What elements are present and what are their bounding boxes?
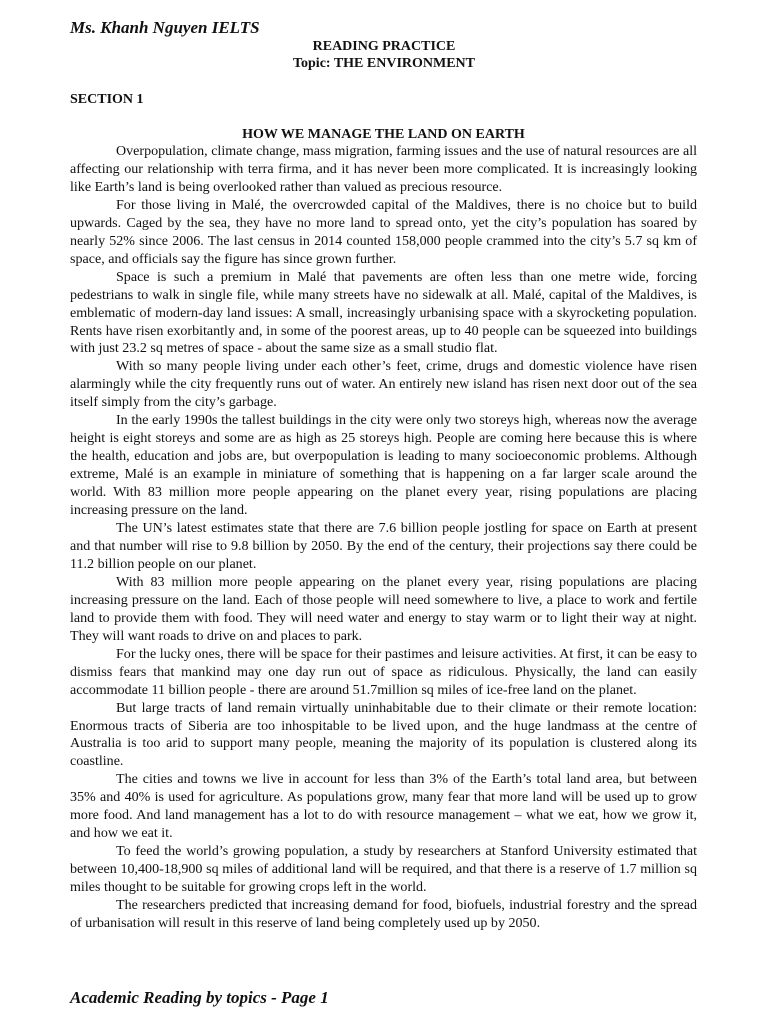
article-body (70, 126, 697, 933)
paragraph-6: The UN’s latest estimates state that there are 7.6 billion people jostling for space on Earth at present and that number will rise to 9.8 billion by 2050. By the end of the century, their projections say there could be 11.2 billion people on our planet. (70, 520, 697, 572)
page-header-author: Ms. Khanh Nguyen IELTS (70, 18, 260, 37)
paragraph-3: Space is such a premium in Malé that pavements are often less than one metre wide, forcing pedestrians to walk in single file, while many streets have no sidewalk at all. Malé, capital of the Maldives, is emblematic of modern-day land issues: A small, increasingly urbanising space with a skyrocketing population. Rents have risen exorbitantly and, in some of the poorest areas, up to 40 people can be squeezed into buildings with just 23.2 sq metres of space - about the same size as a small studio flat. (70, 268, 697, 357)
document-title (0, 38, 768, 72)
paragraph-4: With so many people living under each other’s feet, crime, drugs and domestic violence have risen alarmingly while the city frequently runs out of water. An entirely new island has risen next door out of the sea itself simply from the city’s garbage. (70, 358, 697, 411)
paragraph-5: In the early 1990s the tallest buildings in the city were only two storeys high, whereas now the average height is eight storeys and some are as high as 25 storeys high. People are coming here because this is where the health, education and jobs are, but overpopulation is leading to many socioeconomic problems. Although extreme, Malé is an example in miniature of something that is happening on a far larger scale around the world. With 83 million more people appearing on the planet every year, rising populations are placing increasing pressure on the land. (70, 412, 697, 519)
article-heading: HOW WE MANAGE THE LAND ON EARTH (242, 127, 525, 142)
title-reading-practice: READING PRACTICE (312, 39, 456, 54)
title-topic: Topic: THE ENVIRONMENT (292, 56, 476, 71)
paragraph-10: The cities and towns we live in account for less than 3% of the Earth’s total land area, but between 35% and 40% is used for agriculture. As populations grow, many fear that more land will be used up to grow more food. And land management has a lot to do with resource management – what we eat, how we grow it, and how we eat it. (70, 771, 697, 842)
paragraph-12: The researchers predicted that increasing demand for food, biofuels, industrial forestry and the spread of urbanisation will result in this reserve of land being completely used up by 2050. (70, 897, 697, 931)
paragraph-7: With 83 million more people appearing on the planet every year, rising populations are placing increasing pressure on the land. Each of those people will need somewhere to live, a place to work and fertile land to provide them with food. They will need water and energy to stay warm or to light their way at night. They will want roads to drive on and places to park. (70, 573, 697, 644)
paragraph-1: Overpopulation, climate change, mass migration, farming issues and the use of natural resources are all affecting our relationship with terra firma, and it has never been more complicated. It is increasingly looking like Earth’s land is being overlooked rather than valued as precious resource. (70, 143, 697, 195)
section-label: SECTION 1 (70, 92, 144, 107)
page-footer: Academic Reading by topics - Page 1 (70, 988, 329, 1007)
paragraph-8: For the lucky ones, there will be space for their pastimes and leisure activities. At first, it can be easy to dismiss fears that mankind may one day run out of space as ridiculous. Physically, the land can easily accommodate 11 billion people - there are around 51.7million sq miles of ice-free land on the planet. (70, 645, 697, 698)
paragraph-11: To feed the world’s growing population, a study by researchers at Stanford University estimated that between 10,400-18,900 sq miles of additional land will be required, and that there is a reserve of 1.7 million sq miles thought to be suitable for growing crops left in the world. (70, 843, 697, 896)
paragraph-9: But large tracts of land remain virtually uninhabitable due to their climate or their remote location: Enormous tracts of Siberia are too inhospitable to be lived upon, and the huge landmass at the centre of Australia is too arid to support many people, meaning the majority of its population is clustered along its coastline. (70, 699, 697, 770)
paragraph-2: For those living in Malé, the overcrowded capital of the Maldives, there is no choice but to build upwards. Caged by the sea, they have no more land to spread onto, yet the city’s population has soared by nearly 52% since 2006. The last census in 2014 counted 158,000 people crammed into the city’s 5.7 sq km of space, and officials say the figure has since grown further. (70, 196, 697, 267)
